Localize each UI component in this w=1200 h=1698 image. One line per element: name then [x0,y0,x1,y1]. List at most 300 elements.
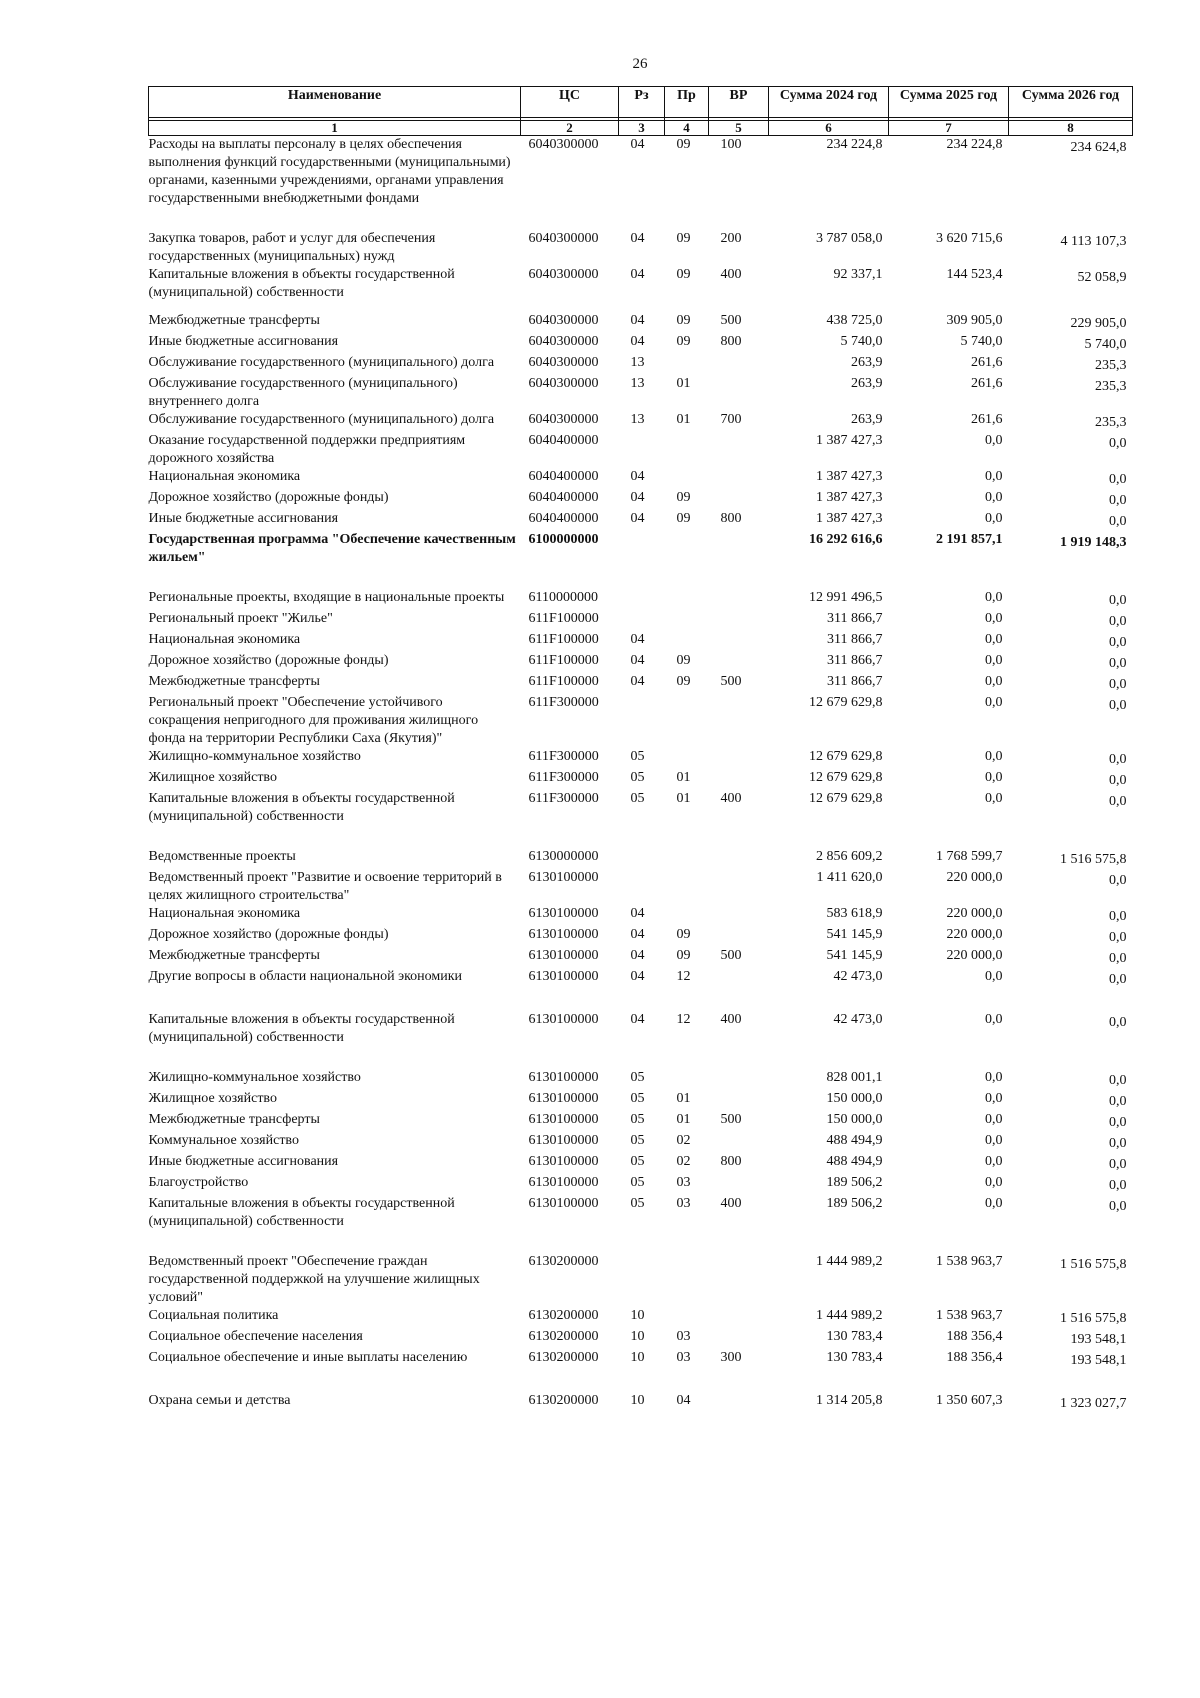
row-pr [665,432,709,468]
row-sum-2026: 0,0 [1109,614,1127,629]
row-sum-2026: 0,0 [1109,1094,1127,1109]
column-number: 4 [665,121,709,136]
row-sum-2024: 488 494,9 [826,1154,883,1169]
row-cs: 611F300000 [528,749,599,764]
row-vr [709,652,769,673]
row-pr [665,589,709,610]
row-name: Межбюджетные трансферты [148,674,320,689]
row-vr: 500 [720,1112,742,1127]
column-number: 3 [619,121,665,136]
row-rz [619,1253,665,1307]
row-rz [619,848,665,869]
row-sum-2024: 583 618,9 [826,906,883,921]
row-cs: 6130100000 [528,1091,599,1106]
row-rz [619,432,665,468]
table-row [149,1132,1133,1153]
row-sum-2025: 0,0 [985,590,1003,605]
row-name: Социальное обеспечение населения [148,1329,363,1344]
row-sum-2024: 1 411 620,0 [816,870,883,885]
row-sum-2024: 1 387 427,3 [816,433,883,448]
row-rz: 04 [630,267,645,282]
row-pr: 03 [676,1175,691,1190]
table-row [149,610,1133,631]
row-cs: 6130100000 [528,948,599,963]
row-cs: 6040300000 [528,313,599,328]
row-cs: 6130000000 [528,849,599,864]
row-pr: 12 [676,969,691,984]
row-rz: 04 [630,231,645,246]
column-number: 2 [521,121,619,136]
row-vr [709,468,769,489]
row-name: Иные бюджетные ассигнования [148,511,339,526]
table-row [149,1111,1133,1132]
column-number: 5 [709,121,769,136]
row-sum-2026: 0,0 [1109,677,1127,692]
row-name: Иные бюджетные ассигнования [148,334,339,349]
row-cs: 6100000000 [528,532,599,547]
row-cs: 6040400000 [528,490,599,505]
row-pr: 02 [676,1133,691,1148]
row-sum-2026: 0,0 [1109,1178,1127,1193]
row-rz: 04 [630,1012,645,1027]
row-cs: 6130200000 [528,1254,599,1269]
row-sum-2024: 150 000,0 [826,1091,883,1106]
row-sum-2025: 1 538 963,7 [936,1308,1003,1323]
row-sum-2026: 0,0 [1109,909,1127,924]
row-sum-2025: 261,6 [971,412,1003,427]
row-sum-2025: 0,0 [985,611,1003,626]
row-sum-2025: 220 000,0 [946,927,1003,942]
row-pr: 09 [676,511,691,526]
row-rz: 04 [630,653,645,668]
row-rz: 04 [630,490,645,505]
row-name: Национальная экономика [148,906,301,921]
row-cs: 6040300000 [528,137,599,152]
budget-table [148,86,1133,1413]
row-vr [709,905,769,926]
row-sum-2024: 1 444 989,2 [816,1254,883,1269]
row-pr: 01 [676,1112,691,1127]
row-pr [665,1307,709,1328]
row-sum-2026: 235,3 [1095,415,1127,430]
row-sum-2024: 1 444 989,2 [816,1308,883,1323]
row-pr [665,848,709,869]
row-name: Социальная политика [148,1308,279,1323]
row-sum-2026: 0,0 [1109,472,1127,487]
row-name: Иные бюджетные ассигнования [148,1154,339,1169]
row-vr [709,869,769,905]
row-sum-2026: 0,0 [1109,972,1127,987]
row-vr [709,589,769,610]
table-row [149,1090,1133,1111]
row-name: Жилищно-коммунальное хозяйство [148,749,361,764]
row-vr [709,1253,769,1307]
row-sum-2024: 2 856 609,2 [816,849,883,864]
row-rz: 04 [630,632,645,647]
row-rz: 04 [630,313,645,328]
row-cs: 6130100000 [528,927,599,942]
row-sum-2026: 0,0 [1109,1015,1127,1030]
row-sum-2024: 438 725,0 [826,313,883,328]
row-sum-2026: 0,0 [1109,514,1127,529]
row-rz: 04 [630,469,645,484]
table-row [149,1069,1133,1090]
table-row [149,631,1133,652]
row-sum-2024: 828 001,1 [826,1070,883,1085]
table-row [149,848,1133,869]
row-sum-2025: 188 356,4 [946,1350,1003,1365]
row-sum-2025: 309 905,0 [946,313,1003,328]
row-sum-2024: 1 387 427,3 [816,469,883,484]
row-pr: 12 [676,1012,691,1027]
row-sum-2026: 1 516 575,8 [1060,852,1127,867]
row-rz: 04 [630,948,645,963]
row-sum-2024: 5 740,0 [840,334,883,349]
row-sum-2024: 263,9 [851,376,883,391]
row-cs: 6130200000 [528,1308,599,1323]
row-sum-2025: 0,0 [985,1070,1003,1085]
row-pr: 09 [676,948,691,963]
row-sum-2026: 0,0 [1109,1199,1127,1214]
row-cs: 611F300000 [528,791,599,806]
column-number: 1 [149,121,521,136]
row-sum-2026: 0,0 [1109,698,1127,713]
row-vr [709,531,769,589]
row-name: Региональный проект "Обеспечение устойчивого сокращения непригодного для проживания жилищного фонда на территории Республики Саха (Якутия)" [148,695,479,746]
row-name: Социальное обеспечение и иные выплаты населению [148,1350,468,1365]
row-pr: 09 [676,490,691,505]
row-vr [709,1069,769,1090]
row-sum-2024: 12 679 629,8 [809,695,883,710]
row-cs: 6130100000 [528,1154,599,1169]
row-vr: 500 [720,674,742,689]
row-vr: 100 [720,137,742,152]
table-row [149,1195,1133,1253]
row-pr: 09 [676,267,691,282]
table-row [149,905,1133,926]
row-rz: 04 [630,511,645,526]
row-sum-2025: 0,0 [985,1196,1003,1211]
row-rz: 04 [630,927,645,942]
row-sum-2026: 0,0 [1109,1157,1127,1172]
row-vr [709,848,769,869]
column-number-row [149,121,1133,136]
row-vr [709,1132,769,1153]
table-row [149,968,1133,1011]
row-sum-2026: 0,0 [1109,593,1127,608]
row-sum-2025: 0,0 [985,490,1003,505]
row-sum-2024: 311 866,7 [827,653,883,668]
row-name: Капитальные вложения в объекты государственной (муниципальной) собственности [148,267,455,300]
table-row [149,375,1133,411]
row-name: Региональный проект "Жилье" [148,611,333,626]
row-vr [709,694,769,748]
header-sum-2024: Сумма 2024 год [769,87,889,118]
row-rz: 05 [630,749,645,764]
row-rz: 05 [630,1175,645,1190]
row-rz: 04 [630,969,645,984]
row-rz [619,531,665,589]
row-vr: 800 [720,1154,742,1169]
row-rz: 10 [630,1308,645,1323]
row-pr [665,631,709,652]
row-name: Жилищное хозяйство [148,1091,277,1106]
row-pr [665,1069,709,1090]
row-vr: 400 [720,1012,742,1027]
row-cs: 6130100000 [528,1196,599,1211]
row-sum-2025: 188 356,4 [946,1329,1003,1344]
row-pr [665,531,709,589]
row-sum-2024: 42 473,0 [833,969,883,984]
table-row [149,869,1133,905]
row-sum-2026: 0,0 [1109,635,1127,650]
row-name: Дорожное хозяйство (дорожные фонды) [148,490,389,505]
row-cs: 6130200000 [528,1350,599,1365]
row-name: Межбюджетные трансферты [148,948,320,963]
row-pr [665,905,709,926]
row-pr: 01 [676,376,691,391]
header-name: Наименование [149,87,521,118]
row-sum-2024: 311 866,7 [827,632,883,647]
row-sum-2026: 234 624,8 [1070,140,1127,155]
row-cs: 6130100000 [528,906,599,921]
row-sum-2024: 189 506,2 [826,1196,883,1211]
row-cs: 6040300000 [528,412,599,427]
row-vr: 500 [720,313,742,328]
row-pr: 01 [676,791,691,806]
row-sum-2026: 1 516 575,8 [1060,1311,1127,1326]
row-sum-2025: 0,0 [985,969,1003,984]
row-rz: 04 [630,906,645,921]
row-pr: 03 [676,1329,691,1344]
header-rz: Рз [619,87,665,118]
row-sum-2024: 150 000,0 [826,1112,883,1127]
row-pr [665,354,709,375]
table-row [149,1153,1133,1174]
row-sum-2026: 193 548,1 [1070,1353,1127,1368]
header-vr: ВР [709,87,769,118]
row-sum-2024: 130 783,4 [826,1350,883,1365]
row-sum-2024: 130 783,4 [826,1329,883,1344]
row-rz [619,869,665,905]
row-sum-2024: 1 387 427,3 [816,490,883,505]
row-name: Межбюджетные трансферты [148,1112,320,1127]
row-vr [709,1328,769,1349]
row-sum-2026: 0,0 [1109,1136,1127,1151]
row-pr: 09 [676,653,691,668]
row-pr: 09 [676,137,691,152]
row-name: Ведомственные проекты [148,849,296,864]
row-name: Расходы на выплаты персоналу в целях обеспечения выполнения функций государственными (муниципальными) органами, казенными учреждениями, органами управления государственными внебюджетными фондами [148,137,511,206]
row-cs: 6040300000 [528,267,599,282]
table-row [149,531,1133,589]
row-name: Охрана семьи и детства [148,1393,291,1408]
row-vr [709,631,769,652]
table-row [149,136,1133,231]
row-rz: 05 [630,1112,645,1127]
row-sum-2026: 235,3 [1095,379,1127,394]
row-sum-2024: 311 866,7 [827,611,883,626]
row-sum-2026: 235,3 [1095,358,1127,373]
row-sum-2026: 1 516 575,8 [1060,1257,1127,1272]
row-cs: 6130200000 [528,1393,599,1408]
row-cs: 611F300000 [528,695,599,710]
row-cs: 6040400000 [528,433,599,448]
table-row [149,673,1133,694]
row-pr [665,610,709,631]
row-pr: 02 [676,1154,691,1169]
table-row [149,748,1133,769]
table-row [149,1392,1133,1413]
row-cs: 6040300000 [528,231,599,246]
row-sum-2025: 0,0 [985,1133,1003,1148]
row-sum-2026: 0,0 [1109,752,1127,767]
row-sum-2025: 234 224,8 [946,137,1003,152]
table-row [149,1328,1133,1349]
row-rz: 05 [630,1091,645,1106]
row-cs: 6130100000 [528,1112,599,1127]
row-name: Национальная экономика [148,632,301,647]
header-row [149,87,1133,118]
row-cs: 6130100000 [528,969,599,984]
row-name: Ведомственный проект "Развитие и освоение территорий в целях жилищного строительства" [148,870,502,903]
header-cs: ЦС [521,87,619,118]
row-sum-2025: 0,0 [985,770,1003,785]
row-sum-2025: 1 538 963,7 [936,1254,1003,1269]
row-cs: 6130100000 [528,1133,599,1148]
row-sum-2025: 0,0 [985,1175,1003,1190]
table-row [149,652,1133,673]
row-rz: 04 [630,334,645,349]
row-sum-2026: 1 323 027,7 [1060,1396,1127,1411]
row-cs: 6040300000 [528,376,599,391]
row-sum-2026: 0,0 [1109,951,1127,966]
row-vr: 800 [720,511,742,526]
row-cs: 6130200000 [528,1329,599,1344]
row-sum-2024: 541 145,9 [826,948,883,963]
row-pr [665,468,709,489]
row-vr [709,375,769,411]
column-number: 7 [889,121,1009,136]
row-sum-2025: 144 523,4 [946,267,1003,282]
row-sum-2024: 234 224,8 [826,137,883,152]
table-body [149,136,1133,1414]
table-row [149,411,1133,432]
header-sum-2025: Сумма 2025 год [889,87,1009,118]
row-cs: 6110000000 [528,590,598,605]
row-name: Государственная программа "Обеспечение качественным жильем" [148,532,516,565]
row-cs: 6040300000 [528,355,599,370]
row-name: Жилищное хозяйство [148,770,277,785]
column-number: 6 [769,121,889,136]
row-cs: 6130100000 [528,1012,599,1027]
row-cs: 611F100000 [528,611,599,626]
row-rz: 05 [630,1070,645,1085]
row-sum-2026: 193 548,1 [1070,1332,1127,1347]
row-vr [709,1090,769,1111]
table-row [149,510,1133,531]
row-name: Дорожное хозяйство (дорожные фонды) [148,927,389,942]
row-pr: 01 [676,1091,691,1106]
row-rz: 13 [630,376,645,391]
row-name: Закупка товаров, работ и услуг для обеспечения государственных (муниципальных) нужд [148,231,436,264]
row-rz: 10 [630,1329,645,1344]
row-cs: 6130100000 [528,870,599,885]
row-pr: 03 [676,1196,691,1211]
row-sum-2024: 1 387 427,3 [816,511,883,526]
row-sum-2025: 0,0 [985,653,1003,668]
table-row [149,468,1133,489]
row-sum-2026: 1 919 148,3 [1060,535,1127,550]
row-sum-2026: 229 905,0 [1070,316,1127,331]
row-sum-2024: 1 314 205,8 [816,1393,883,1408]
row-vr: 400 [720,1196,742,1211]
table-row [149,1174,1133,1195]
row-sum-2026: 0,0 [1109,656,1127,671]
header-pr: Пр [665,87,709,118]
row-vr: 400 [720,267,742,282]
table-row [149,312,1133,333]
row-sum-2026: 0,0 [1109,1073,1127,1088]
row-sum-2026: 0,0 [1109,1115,1127,1130]
row-sum-2025: 0,0 [985,791,1003,806]
row-sum-2025: 2 191 857,1 [936,532,1003,547]
row-sum-2025: 261,6 [971,376,1003,391]
row-sum-2026: 5 740,0 [1084,337,1127,352]
row-sum-2024: 12 679 629,8 [809,749,883,764]
row-rz: 13 [630,412,645,427]
row-sum-2025: 5 740,0 [960,334,1003,349]
row-rz: 04 [630,674,645,689]
row-cs: 6040400000 [528,511,599,526]
row-sum-2025: 1 768 599,7 [936,849,1003,864]
row-rz: 05 [630,1196,645,1211]
row-sum-2026: 0,0 [1109,930,1127,945]
column-number: 8 [1009,121,1133,136]
table-row [149,926,1133,947]
row-sum-2026: 0,0 [1109,873,1127,888]
row-sum-2024: 541 145,9 [826,927,883,942]
row-name: Оказание государственной поддержки предприятиям дорожного хозяйства [148,433,466,466]
row-pr: 09 [676,674,691,689]
table-row [149,769,1133,790]
row-rz: 13 [630,355,645,370]
row-rz: 05 [630,1154,645,1169]
row-cs: 611F300000 [528,770,599,785]
row-pr: 01 [676,412,691,427]
row-sum-2025: 0,0 [985,1091,1003,1106]
row-vr [709,610,769,631]
row-cs: 611F100000 [528,632,599,647]
row-rz: 05 [630,791,645,806]
row-sum-2026: 52 058,9 [1077,270,1127,285]
row-sum-2024: 16 292 616,6 [809,532,883,547]
row-vr: 300 [720,1350,742,1365]
row-sum-2024: 263,9 [851,412,883,427]
row-sum-2026: 0,0 [1109,436,1127,451]
row-pr [665,748,709,769]
row-pr [665,1253,709,1307]
row-sum-2025: 0,0 [985,749,1003,764]
row-sum-2025: 0,0 [985,632,1003,647]
row-cs: 6130100000 [528,1070,599,1085]
row-name: Национальная экономика [148,469,301,484]
table-row [149,589,1133,610]
row-name: Капитальные вложения в объекты государственной (муниципальной) собственности [148,1196,455,1229]
row-name: Межбюджетные трансферты [148,313,320,328]
row-rz: 04 [630,137,645,152]
row-sum-2025: 220 000,0 [946,870,1003,885]
